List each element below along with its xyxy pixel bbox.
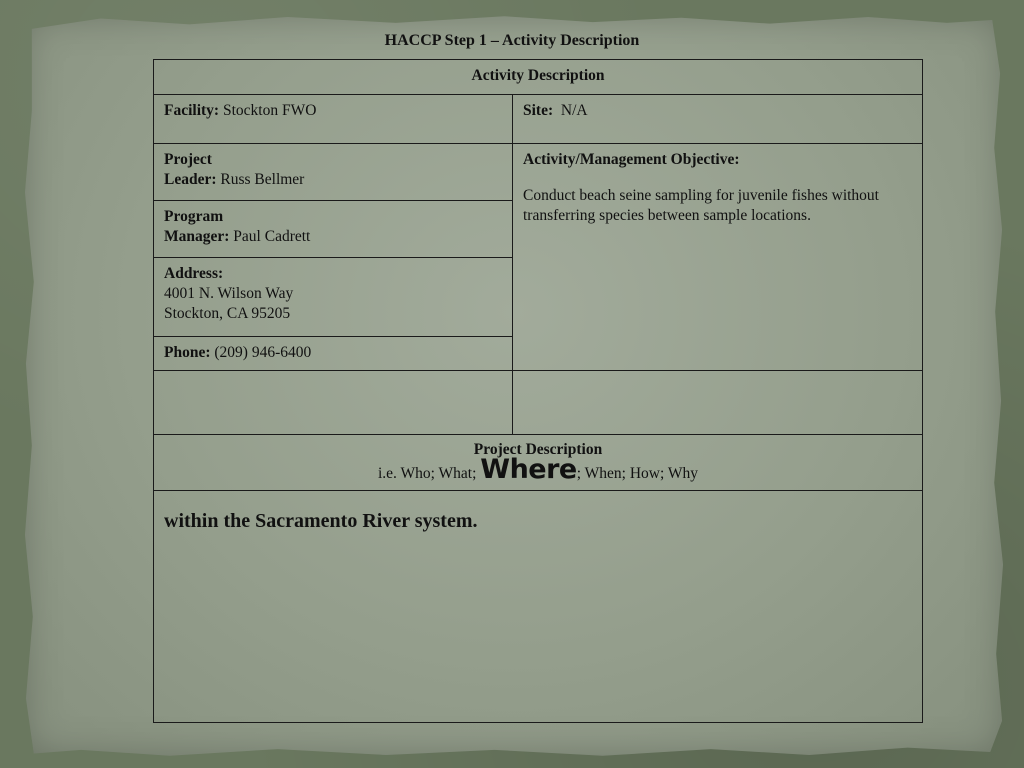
project-description-header-cell [154,435,923,491]
project-description-sub-suffix: ; When; How; Why [576,465,699,482]
site-value: N/A [560,102,588,119]
table-header: Activity Description [154,60,923,95]
phone-cell [154,337,513,371]
activity-description-table [153,59,923,723]
phone-label: Phone: [164,344,211,361]
site-cell [513,95,923,144]
objective-cell [513,144,923,371]
program-manager-label-1: Program [164,208,224,225]
project-description-emphasis: Where [480,454,577,485]
project-description-body: within the Sacramento River system. [164,510,478,532]
address-label: Address: [164,265,224,282]
program-manager-cell [154,201,513,258]
project-leader-cell [154,144,513,201]
project-description-sub-prefix: i.e. Who; What; [377,465,481,482]
empty-cell-left [154,371,513,435]
empty-cell-right [513,371,923,435]
site-label: Site: [523,102,554,119]
address-cell [154,258,513,337]
project-leader-label-2: Leader: [164,171,217,188]
program-manager-label-2: Manager: [164,228,230,245]
objective-text: Conduct beach seine sampling for juvenile fishes without transferring species between sample locations. [523,187,879,224]
project-description-header: Project Description [473,441,603,458]
project-leader-label-1: Project [164,151,212,168]
program-manager-value: Paul Cadrett [233,228,311,245]
address-line-2: Stockton, CA 95205 [164,305,291,322]
project-leader-value: Russ Bellmer [220,171,305,188]
address-line-1: 4001 N. Wilson Way [164,285,294,302]
project-description-body-cell [154,491,923,723]
facility-value: Stockton FWO [222,102,317,119]
objective-label: Activity/Management Objective: [523,151,740,168]
facility-cell [154,95,513,144]
phone-value: (209) 946-6400 [214,344,312,361]
facility-label: Facility: [164,102,220,119]
page-title: HACCP Step 1 – Activity Description [384,32,640,49]
